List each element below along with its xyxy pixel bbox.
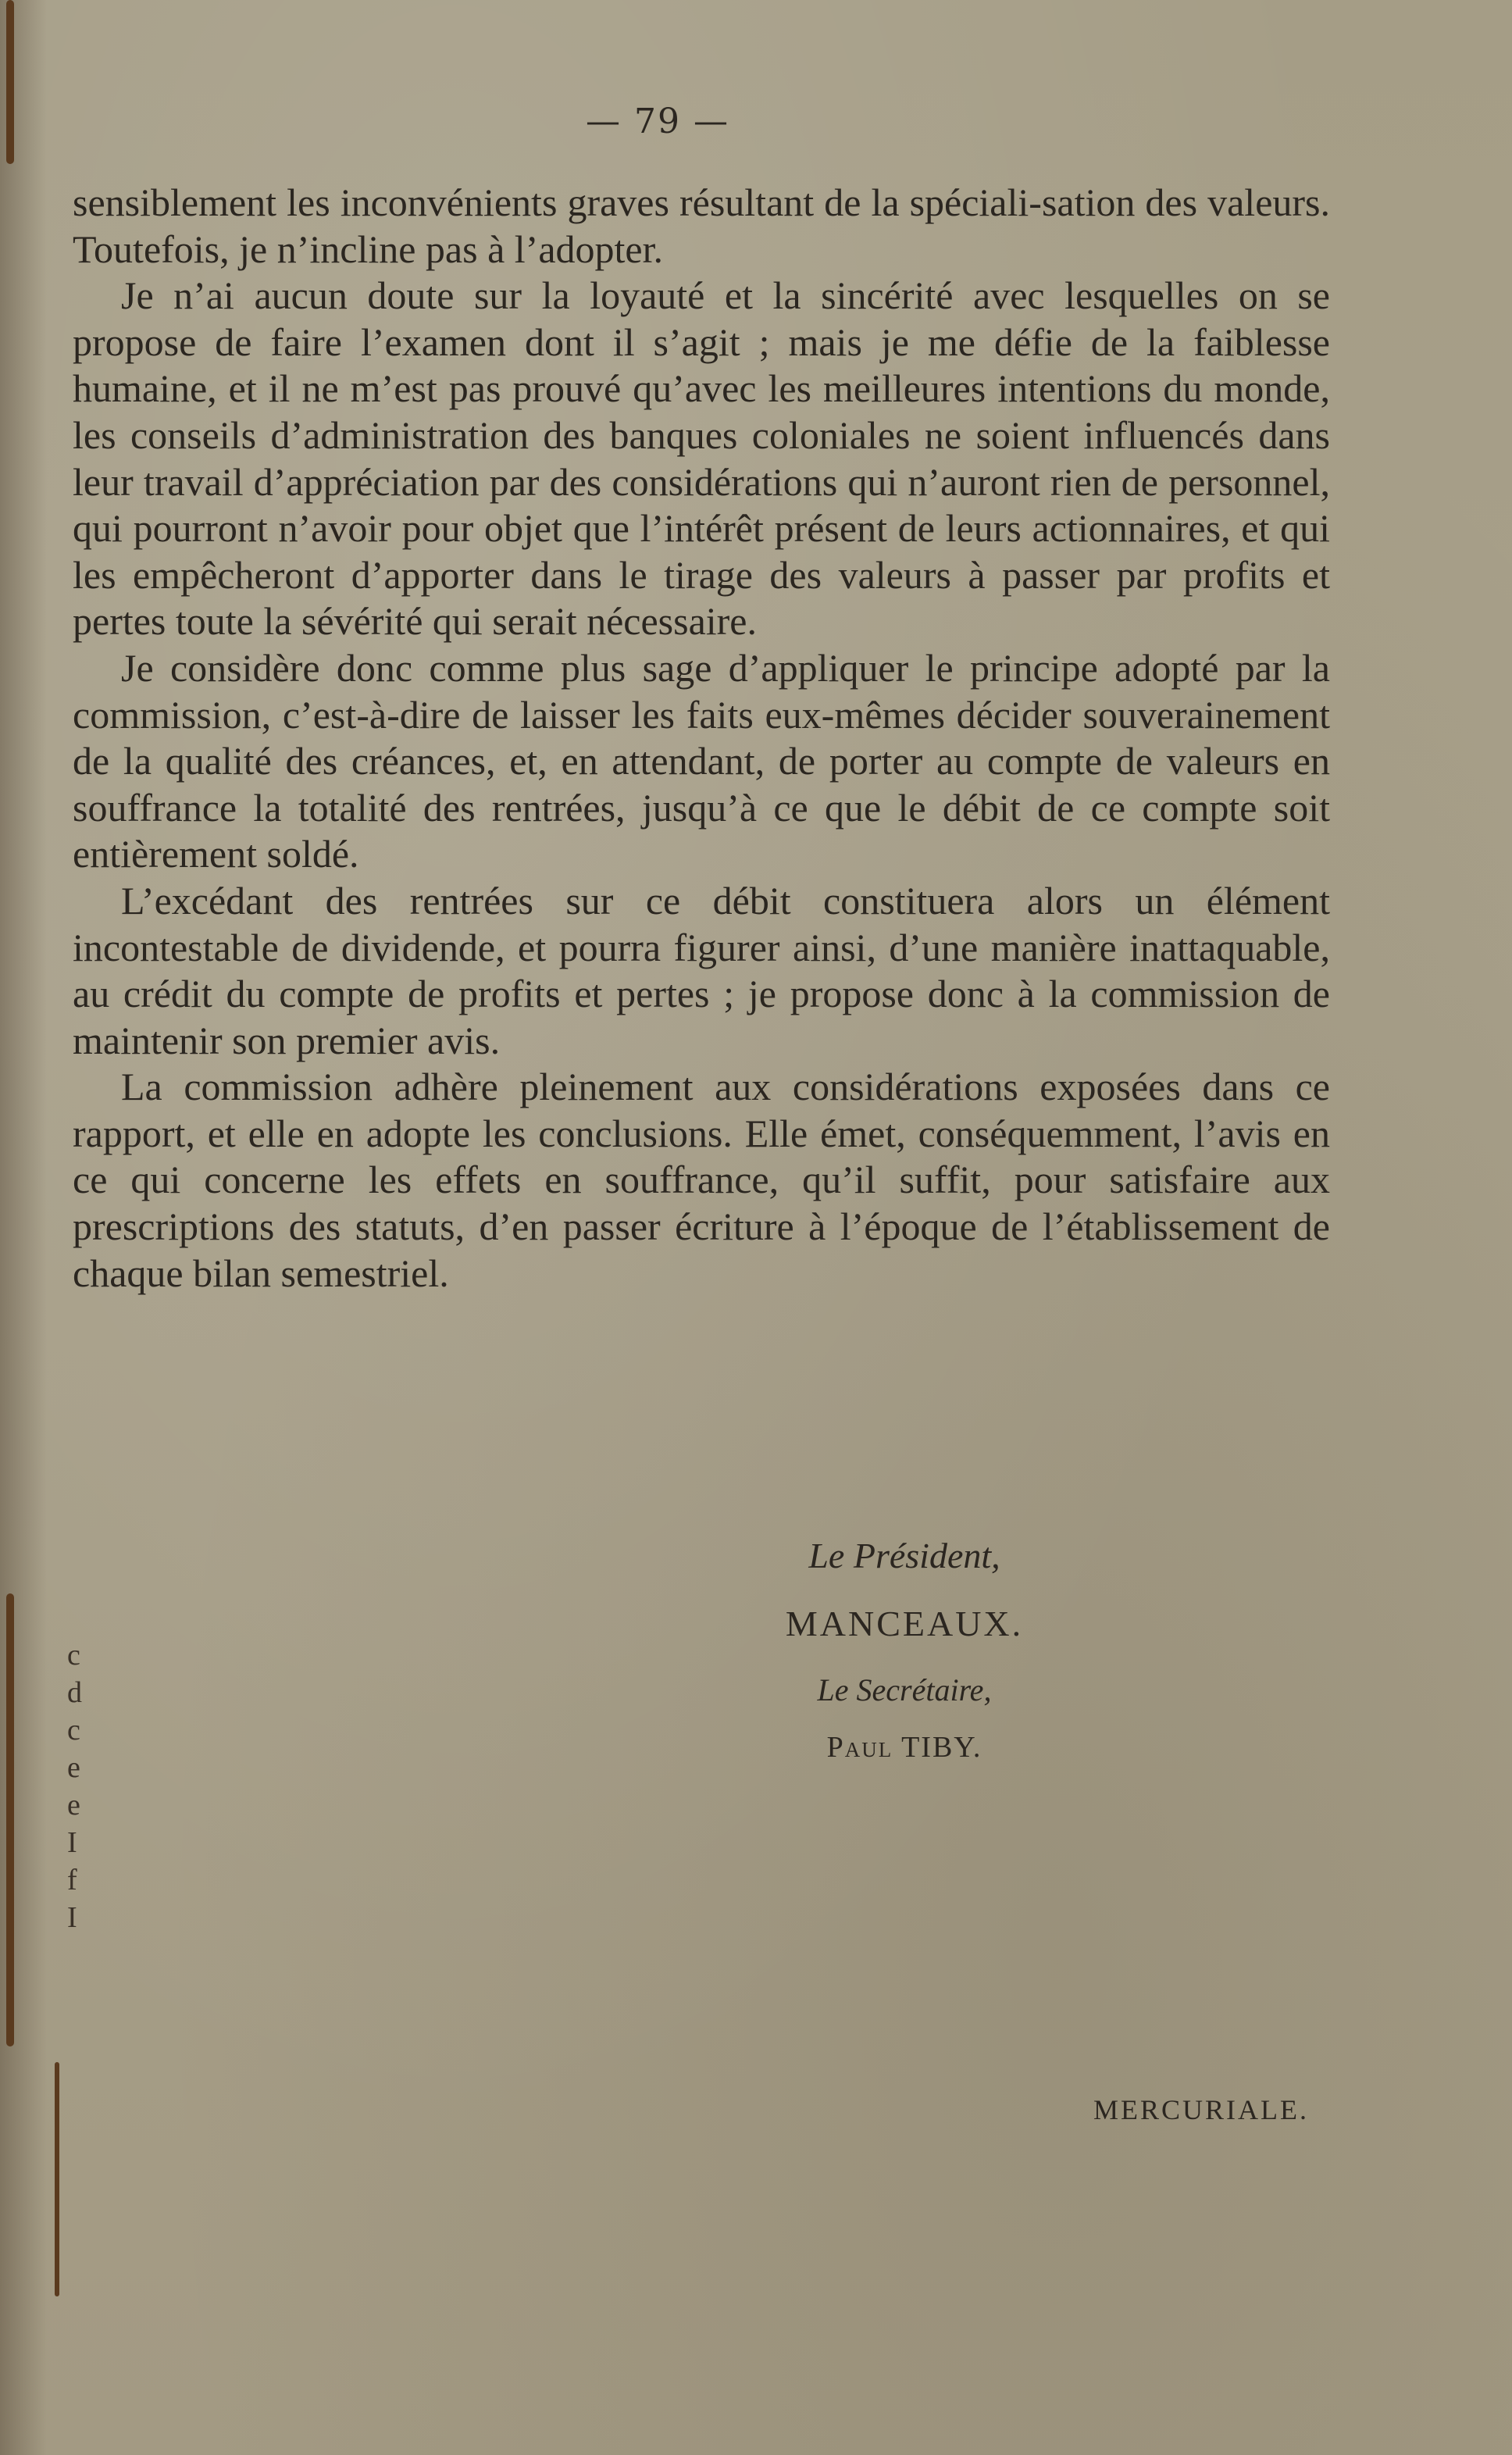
margin-fragment: e: [67, 1751, 80, 1784]
margin-fragment: e: [67, 1789, 80, 1822]
paragraph-3: Je considère donc comme plus sage d’appliquer le principe adopté par la commission, c’est-à-dire de laisser les faits eux-mêmes décider souverainement de la qualité des créances, et, en attendant, de porter au compte de valeurs en souffrance la totalité des rentrées, jusqu’à ce que le débit de ce compte soit entièrement soldé.: [73, 645, 1330, 876]
margin-tear-middle: [6, 1593, 14, 2046]
margin-fragment: I: [67, 1826, 77, 1859]
secretary-title: Le Secrétaire,: [817, 1672, 992, 1707]
margin-tear-bottom: [55, 2062, 59, 2296]
margin-fragments: [67, 1636, 91, 1936]
paragraph-5: La commission adhère pleinement aux considérations exposées dans ce rapport, et elle en adopte les conclusions. Elle émet, conséquemment, l’avis en ce qui concerne les effets en souffrance, qu’il suffit, pour satisfaire aux prescriptions des statuts, d’en passer écriture à l’époque de l’établissement de chaque bilan semestriel.: [73, 1065, 1330, 1295]
margin-fragment: f: [67, 1864, 77, 1897]
paragraph-1: sensiblement les inconvénients graves résultant de la spéciali-sation des valeurs. Toutefois, je n’incline pas à l’adopter.: [73, 180, 1330, 271]
next-section-heading: MERCURIALE.: [1093, 2094, 1309, 2125]
margin-fragment: d: [67, 1676, 82, 1709]
paragraph-4: L’excédant des rentrées sur ce débit constituera alors un élément incontestable de dividende, et pourra figurer ainsi, d’une manière inattaquable, au crédit du compte de profits et pertes ; je propose donc à la commission de maintenir son premier avis.: [73, 878, 1330, 1062]
margin-fragment: c: [67, 1639, 80, 1672]
margin-fragment: c: [67, 1714, 80, 1747]
margin-tear-top: [6, 0, 14, 164]
body-text: [73, 180, 1330, 1297]
secretary-name: Paul TIBY.: [826, 1731, 982, 1764]
page-number: — 79 —: [586, 102, 729, 141]
paragraph-2: Je n’ai aucun doute sur la loyauté et la sincérité avec lesquelles on se propose de faire l’examen dont il s’agit ; mais je me défie de la faiblesse humaine, et il ne m’est pas prouvé qu’avec les meilleures intentions du monde, les conseils d’administration des banques coloniales ne soient influencés dans leur travail d’appréciation par des considérations qui n’auront rien de personnel, qui pourront n’avoir pour objet que l’intérêt présent de leurs actionnaires, et qui les empêcheront d’apporter dans le tirage des valeurs à passer par profits et pertes toute la sévérité qui serait nécessaire.: [73, 273, 1330, 644]
torn-margin: [0, 0, 47, 2455]
margin-fragment: I: [67, 1901, 77, 1934]
president-name: MANCEAUX.: [785, 1604, 1024, 1643]
president-title: Le Président,: [808, 1536, 1000, 1575]
